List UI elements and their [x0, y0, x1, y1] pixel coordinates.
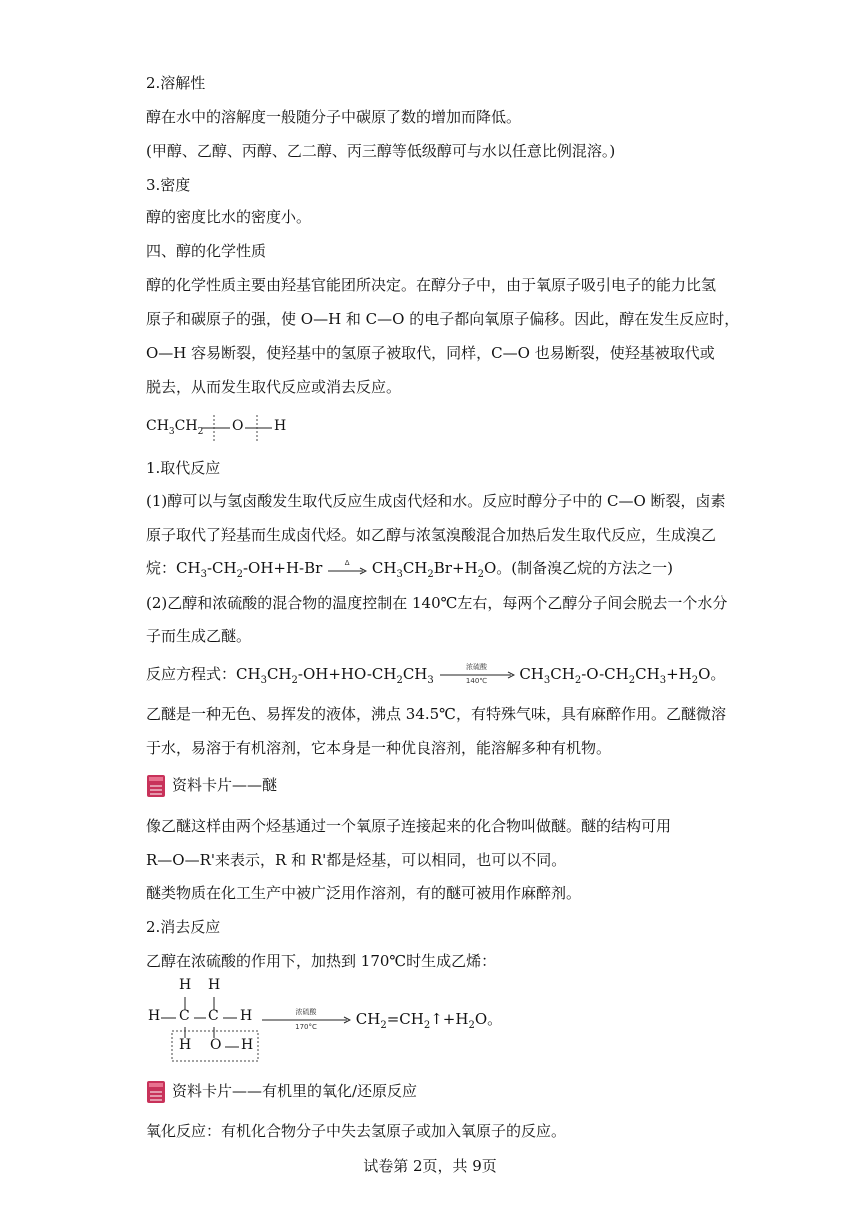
- hydrogen-atom: H: [274, 418, 287, 434]
- sub1-line-5: (2)乙醇和浓硫酸的混合物的温度控制在 140℃左右，每两个乙醇分子间会脱去一个水分: [146, 594, 728, 612]
- info-card-ether-heading: [146, 772, 277, 798]
- card1-line-1: 像乙醚这样由两个烃基通过一个氧原子连接起来的化合物叫做醚。醚的结构可用: [146, 817, 672, 835]
- info-card-ether-title: 资料卡片——醚: [172, 776, 278, 794]
- book-icon: [146, 774, 166, 798]
- reaction-ether-equation: 反应方程式：$CH_3CH_2-OH+HO-CH_2CH_3$ 浓硫酸 140℃ $CH_3CH_2-O-CH_2CH_3+H_2O$。: [146, 663, 726, 686]
- h-left: H: [148, 1008, 161, 1024]
- ch2-group: CH: [174, 418, 198, 434]
- ether-condition-bottom: 140℃: [465, 677, 488, 685]
- h-bottom: H: [179, 1037, 192, 1053]
- elimination-heading: 2.消去反应: [146, 918, 221, 936]
- elimination-intro: 乙醇在浓硫酸的作用下，加热到 170℃时生成乙烯：: [146, 952, 497, 970]
- solubility-note: (甲醇、乙醇、丙醇、乙二醇、丙三醇等低级醇可与水以任意比例混溶。): [146, 142, 616, 160]
- h-top-1: H: [179, 977, 192, 993]
- oxygen-hydroxyl: O: [210, 1037, 222, 1053]
- carbon-1: C: [179, 1008, 190, 1024]
- elimination-condition-arrow: [261, 1008, 351, 1032]
- reaction1-note: (制备溴乙烷的方法之一): [511, 559, 673, 577]
- ether-line-2: 于水，易溶于有机溶剂，它本身是一种优良溶剂，能溶解多种有机物。: [146, 739, 612, 757]
- heat-condition: Δ: [344, 559, 350, 567]
- card1-line-3: 醚类物质在化工生产中被广泛用作溶剂，有的醚可被用作麻醉剂。: [146, 884, 582, 902]
- ch3-group: CH: [146, 418, 169, 434]
- card1-line-2: R—O—R'来表示，R 和 R'都是烃基，可以相同，也可以不同。: [146, 851, 567, 869]
- elimination-product-equation: 浓硫酸 170°C $CH_2=CH_2↑+H_2O$。: [261, 1008, 502, 1036]
- h-right: H: [240, 1008, 253, 1024]
- ether-condition-arrow: [439, 664, 515, 686]
- density-text: 醇的密度比水的密度小。: [146, 208, 312, 226]
- sub1-line-2: 原子取代了羟基而生成卤代烃。如乙醇与浓氢溴酸混合加热后发生取代反应，生成溴乙: [146, 526, 717, 544]
- heat-arrow: [327, 561, 367, 577]
- ethanol-bond-diagram: $CH_3CH_2$ O H: [146, 414, 296, 442]
- solubility-text: 醇在水中的溶解度一般随分子中碳原了数的增加而降低。: [146, 108, 522, 126]
- h-top-2: H: [208, 977, 221, 993]
- elimination-condition-bottom: 170°C: [295, 1023, 317, 1031]
- ethanol-structural-formula: [146, 976, 266, 1066]
- reaction-hbr-equation: 烷：$CH_3-CH_2-OH+H-Br$ Δ $CH_3CH_2Br+H_2O$。(制备溴乙烷的方法之一): [146, 559, 673, 580]
- chem-paragraph-line-2: 原子和碳原子的强，使 O—H 和 C—O 的电子都向氧原子偏移。因此，醇在发生反应时，: [146, 310, 740, 328]
- info-card-redox-title: 资料卡片——有机里的氧化/还原反应: [172, 1082, 418, 1100]
- section-density-heading: 3.密度: [146, 176, 191, 194]
- book-icon: [146, 1080, 166, 1104]
- ether-line-1: 乙醚是一种无色、易挥发的液体，沸点 34.5℃，有特殊气味，具有麻醉作用。乙醚微溶: [146, 705, 726, 723]
- carbon-2: C: [208, 1008, 219, 1024]
- oxidation-definition: 氧化反应：有机化合物分子中失去氢原子或加入氧原子的反应。: [146, 1122, 567, 1140]
- chem-paragraph-line-4: 脱去，从而发生取代反应或消去反应。: [146, 378, 402, 396]
- ether-condition-top: 浓硫酸: [466, 663, 488, 671]
- sub1-line-1: (1)醇可以与氢卤酸发生取代反应生成卤代烃和水。反应时醇分子中的 C—O 断裂，卤素: [146, 492, 726, 510]
- elimination-condition-top: 浓硫酸: [295, 1008, 317, 1016]
- part4-heading: 四、醇的化学性质: [146, 242, 267, 260]
- substitution-heading: 1.取代反应: [146, 459, 221, 477]
- oxygen-atom: O: [232, 418, 244, 434]
- info-card-redox-heading: [146, 1078, 417, 1104]
- section-solubility-heading: 2.溶解性: [146, 74, 206, 92]
- chem-paragraph-line-1: 醇的化学性质主要由羟基官能团所决定。在醇分子中，由于氧原子吸引电子的能力比氢: [146, 276, 717, 294]
- chem-paragraph-line-3: O—H 容易断裂，使羟基中的氢原子被取代，同样，C—O 也易断裂，使羟基被取代或: [146, 344, 715, 362]
- h-hydroxyl: H: [241, 1037, 254, 1053]
- page-footer: 试卷第 2页，共 9页: [363, 1157, 497, 1175]
- sub1-line-6: 子而生成乙醚。: [146, 627, 252, 645]
